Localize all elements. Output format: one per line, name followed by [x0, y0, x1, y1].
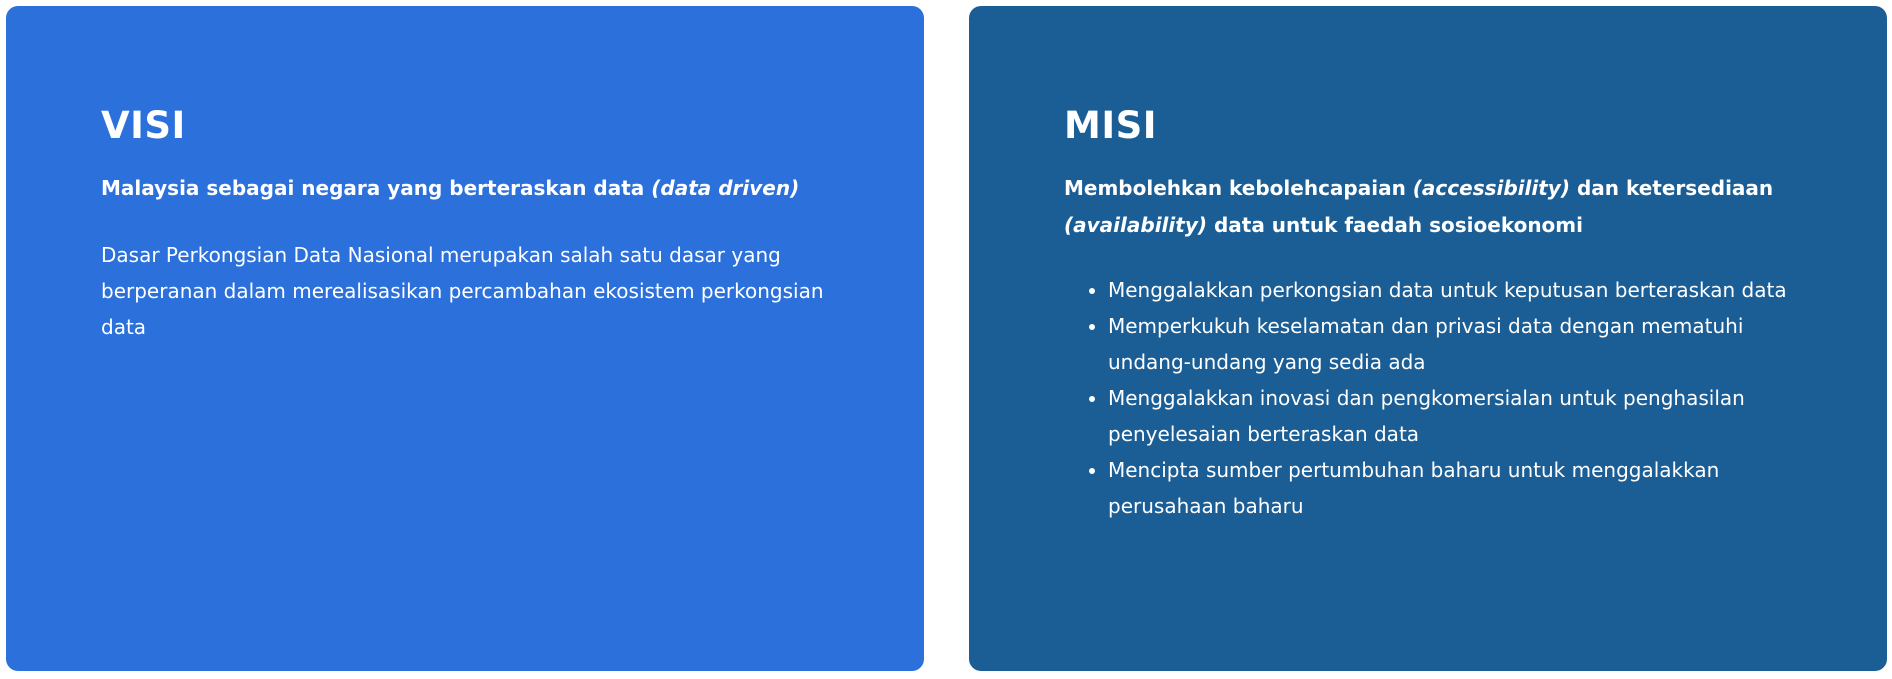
mission-statement-part-1: Membolehkan kebolehcapaian: [1064, 176, 1413, 200]
mission-list: [1064, 272, 1792, 524]
vision-description: Dasar Perkongsian Data Nasional merupakan salah satu dasar yang berperanan dalam merealisasikan percambahan ekosistem perkongsian data: [101, 243, 824, 339]
vision-statement-emphasis: (data driven): [651, 176, 800, 200]
vision-card: [6, 6, 924, 671]
mission-statement-part-2: dan ketersediaan: [1569, 176, 1774, 200]
mission-statement: [1064, 170, 1792, 244]
mission-list-item: • Menggalakkan perkongsian data untuk keputusan berteraskan data: [1108, 272, 1792, 308]
vision-statement-text: Malaysia sebagai negara yang berteraskan data: [101, 176, 652, 200]
mission-list-item: • Memperkukuh keselamatan dan privasi data dengan mematuhi undang-undang yang sedia ada: [1108, 308, 1792, 380]
mission-list-item: • Menggalakkan inovasi dan pengkomersialan untuk penghasilan penyelesaian berteraskan data: [1108, 380, 1792, 452]
mission-list-item: • Mencipta sumber pertumbuhan baharu untuk menggalakkan perusahaan baharu: [1108, 452, 1792, 524]
mission-title: MISI: [1064, 104, 1158, 147]
mission-statement-part-3: data untuk faedah sosioekonomi: [1207, 213, 1583, 237]
mission-statement-emphasis-2: (availability): [1064, 213, 1207, 237]
vision-statement: [101, 170, 829, 207]
mission-statement-emphasis-1: (accessibility): [1412, 176, 1570, 200]
vision-title: VISI: [101, 104, 186, 147]
mission-card: [969, 6, 1887, 671]
